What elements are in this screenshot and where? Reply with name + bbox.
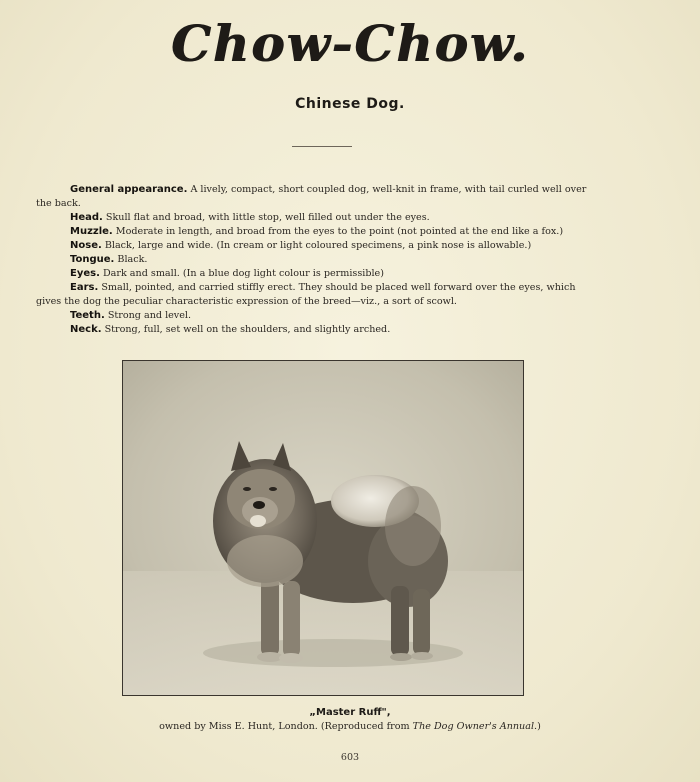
standard-entry-muzzle bbox=[36, 225, 612, 239]
divider-rule bbox=[292, 146, 352, 147]
standard-entry-neck bbox=[36, 323, 612, 337]
page-subtitle: Chinese Dog. bbox=[295, 96, 405, 112]
standard-continuation: gives the dog the peculiar characteristic expression of the breed—viz., a sort of scowl. bbox=[36, 296, 457, 307]
standard-term: Head. bbox=[70, 212, 103, 223]
standard-entry-nose bbox=[36, 239, 612, 253]
standard-text: Strong, full, set well on the shoulders, and slightly arched. bbox=[101, 324, 391, 335]
standard-entry-teeth bbox=[36, 309, 612, 323]
standard-text: A lively, compact, short coupled dog, well-knit in frame, with tail curled well over bbox=[187, 184, 587, 195]
standard-term: Teeth. bbox=[70, 310, 105, 321]
standard-entry-general-appearance bbox=[36, 183, 612, 197]
standard-text: Small, pointed, and carried stiffly erect. They should be placed well forward over the eyes, which bbox=[98, 282, 576, 293]
standard-term: Eyes. bbox=[70, 268, 100, 279]
standard-term: Muzzle. bbox=[70, 226, 113, 237]
standard-text: Strong and level. bbox=[104, 310, 192, 321]
standard-text: Skull flat and broad, with little stop, well filled out under the eyes. bbox=[102, 212, 430, 223]
chow-chow-illustration bbox=[123, 361, 523, 695]
standard-text: Black. bbox=[114, 254, 148, 265]
standard-entry-tongue bbox=[36, 253, 612, 267]
standard-entry-head bbox=[36, 211, 612, 225]
standard-term: Tongue. bbox=[70, 254, 115, 265]
standard-entry-eyes bbox=[36, 267, 612, 281]
standard-term: Nose. bbox=[70, 240, 102, 251]
standard-entry-ears bbox=[36, 281, 612, 295]
standard-text: Dark and small. (In a blue dog light colour is permissible) bbox=[99, 268, 384, 279]
photo-caption-credit bbox=[0, 721, 700, 732]
breed-standard bbox=[36, 183, 612, 337]
caption-credit-prefix: owned by Miss E. Hunt, London. (Reproduced from bbox=[159, 721, 413, 732]
caption-credit-source: The Dog Owner's Annual. bbox=[412, 721, 538, 732]
standard-term: Neck. bbox=[70, 324, 102, 335]
photo-caption-name: „Master Ruff", bbox=[309, 707, 391, 718]
standard-continuation: the back. bbox=[36, 198, 81, 209]
caption-credit-suffix: ) bbox=[537, 721, 541, 732]
standard-term: Ears. bbox=[70, 282, 99, 293]
page-number: 603 bbox=[340, 752, 360, 763]
standard-term: General appearance. bbox=[70, 184, 188, 195]
page-title: Chow-Chow. bbox=[170, 14, 530, 73]
dog-photograph bbox=[122, 360, 524, 696]
standard-text: Black, large and wide. (In cream or light coloured specimens, a pink nose is allowable.) bbox=[101, 240, 532, 251]
standard-text: Moderate in length, and broad from the eyes to the point (not pointed at the end like a fox.) bbox=[112, 226, 564, 237]
